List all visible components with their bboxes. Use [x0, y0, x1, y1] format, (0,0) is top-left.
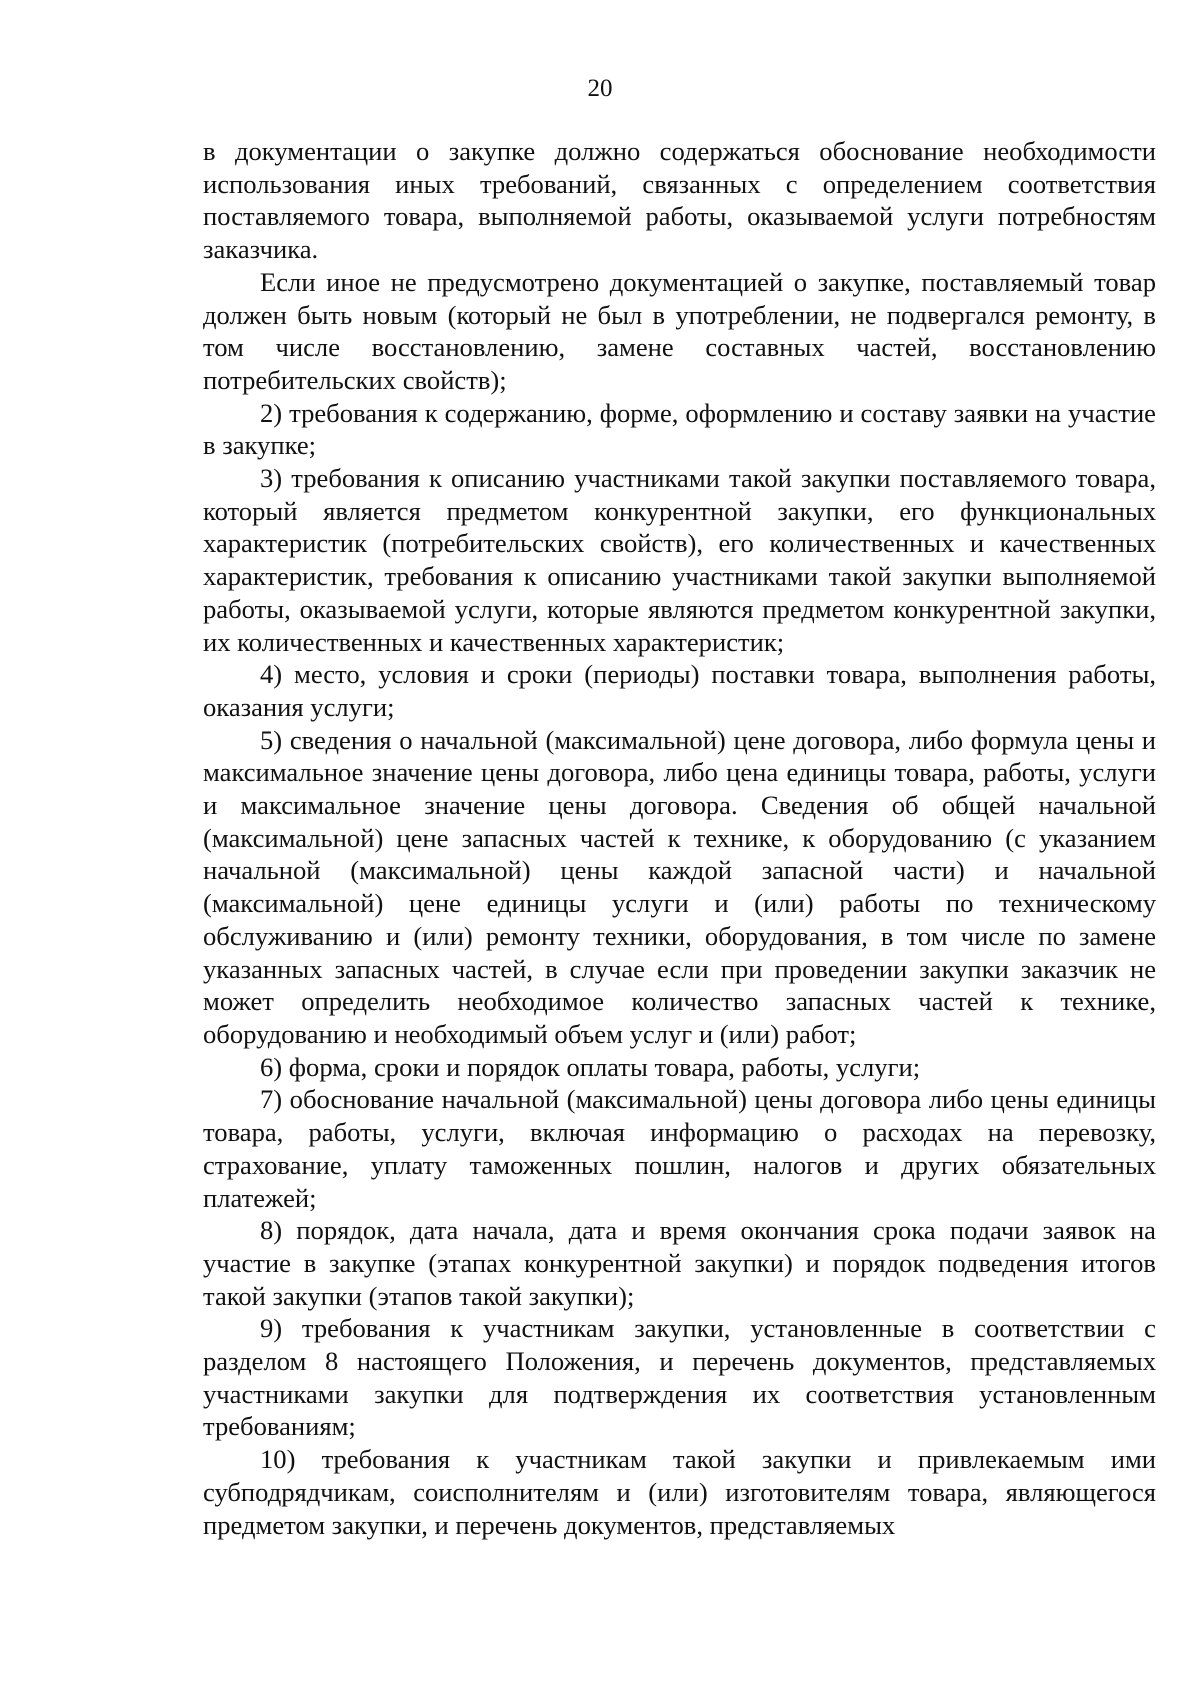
list-item-9: 9) требования к участникам закупки, установленные в соответствии с разделом 8 настоящего Положения, и перечень документов, представляемых участниками закупки для подтверждения их соответствия установленным требованиям;: [203, 1313, 1156, 1442]
list-item-6: 6) форма, сроки и порядок оплаты товара, работы, услуги;: [260, 1051, 921, 1082]
list-item-5: 5) сведения о начальной (максимальной) цене договора, либо формула цены и максимальное значение цены договора, либо цена единицы товара, работы, услуги и максимальное значение цены договора. Сведения об общей начальной (максимальной) цене запасных частей к технике, к оборудованию (с указанием начальной (максимальной) цены каждой запасной части) и начальной (максимальной) цене единицы услуги и (или) работы по техническому обслуживанию и (или) ремонту техники, оборудования, в том числе по замене указанных запасных частей, в случае если при проведении закупки заказчик не может определить необходимое количество запасных частей к технике, оборудованию и необходимый объем услуг и (или) работ;: [203, 724, 1156, 1049]
paragraph-new-goods: Если иное не предусмотрено документацией о закупке, поставляемый товар должен быть новым (который не был в употреблении, не подвергался ремонту, в том числе восстановлению, замене составных частей, восстановлению потребительских свойств);: [203, 266, 1156, 395]
list-item-2: 2) требования к содержанию, форме, оформлению и составу заявки на участие в закупке;: [203, 397, 1156, 461]
page-number: 20: [587, 75, 613, 102]
list-item-8: 8) порядок, дата начала, дата и время окончания срока подачи заявок на участие в закупке (этапах конкурентной закупки) и порядок подведения итогов такой закупки (этапов такой закупки);: [203, 1215, 1156, 1311]
paragraph-continuation: в документации о закупке должно содержаться обоснование необходимости использования иных требований, связанных с определением соответствия поставляемого товара, выполняемой работы, оказываемой услуги потребностям заказчика.: [203, 136, 1156, 265]
list-item-4: 4) место, условия и сроки (периоды) поставки товара, выполнения работы, оказания услуги;: [203, 659, 1156, 722]
list-item-3: 3) требования к описанию участниками такой закупки поставляемого товара, который является предметом конкурентной закупки, его функциональных характеристик (потребительских свойств), его количественных и качественных характеристик, требования к описанию участниками такой закупки выполняемой работы, оказываемой услуги, которые являются предметом конкурентной закупки, их количественных и качественных характеристик;: [203, 463, 1156, 657]
document-body: [203, 135, 1156, 1541]
list-item-7: 7) обоснование начальной (максимальной) цены договора либо цены единицы товара, работы, услуги, включая информацию о расходах на перевозку, страхование, уплату таможенных пошлин, налогов и других обязательных платежей;: [203, 1084, 1156, 1213]
list-item-10: 10) требования к участникам такой закупки и привлекаемым ими субподрядчикам, соисполнителям и (или) изготовителям товара, являющегося предметом закупки, и перечень документов, представляемых: [203, 1444, 1156, 1540]
